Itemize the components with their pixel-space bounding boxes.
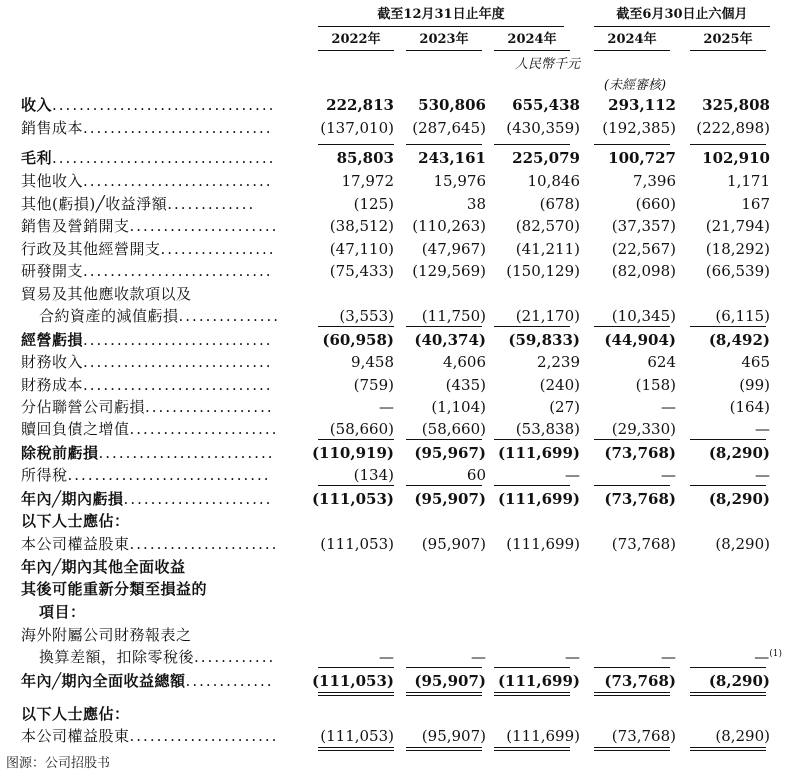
double-underline	[690, 750, 766, 751]
table-row	[0, 703, 791, 725]
value-cell: 10,846	[527, 172, 580, 190]
value-cell: 38	[466, 195, 486, 213]
total-rule	[318, 695, 394, 696]
value-cell: (40,374)	[414, 331, 486, 349]
value-cell: (73,768)	[611, 727, 676, 745]
row-label: 收入.................................	[21, 96, 276, 114]
double-underline	[690, 747, 766, 748]
value-cell: (27)	[549, 398, 580, 416]
value-cell: (95,907)	[414, 672, 486, 690]
value-cell: —	[661, 648, 676, 666]
table-row	[0, 418, 791, 440]
table-row	[0, 193, 791, 215]
value-cell: (95,907)	[421, 535, 486, 553]
value-cell: —	[661, 466, 676, 484]
subtotal-rule	[406, 485, 482, 486]
double-underline	[406, 750, 482, 751]
total-rule	[406, 667, 482, 668]
row-label: 其他(虧損)╱收益淨額.............	[21, 195, 256, 213]
subtotal-rule	[690, 485, 766, 486]
group-underline-six-months	[594, 26, 770, 27]
double-underline	[318, 750, 394, 751]
value-cell: (435)	[445, 376, 486, 394]
row-label: 銷售及營銷開支......................	[21, 217, 279, 235]
total-rule	[494, 667, 570, 668]
row-label: 年內╱期內其他全面收益	[21, 558, 186, 576]
value-cell: 9,458	[351, 353, 394, 371]
leader-dots: ......................	[129, 420, 279, 438]
value-cell: (8,290)	[708, 672, 770, 690]
value-cell	[660, 578, 770, 600]
value-cell: (73,768)	[604, 672, 676, 690]
subtotal-rule	[494, 326, 570, 327]
value-cell: (47,110)	[329, 240, 394, 258]
table-row	[0, 170, 791, 192]
subtotal-rule	[594, 326, 670, 327]
double-underline	[494, 750, 570, 751]
leader-dots: ............................	[83, 331, 273, 349]
subtotal-rule	[594, 144, 670, 145]
value-cell: 100,727	[608, 149, 676, 167]
value-cell: (430,359)	[506, 119, 580, 137]
year-underline-5	[690, 50, 766, 51]
row-label: 其他收入............................	[21, 172, 273, 190]
total-rule	[406, 692, 482, 693]
subtotal-rule	[690, 326, 766, 327]
row-label: 財務成本............................	[21, 376, 273, 394]
value-cell: (82,098)	[611, 262, 676, 280]
table-row	[0, 238, 791, 260]
value-cell	[470, 624, 580, 646]
table-row	[0, 260, 791, 282]
row-label: 以下人士應佔：	[21, 512, 130, 530]
value-cell: (158)	[635, 376, 676, 394]
table-row	[0, 488, 791, 510]
subtotal-rule	[690, 439, 766, 440]
unaudited-note: (未經審核)	[603, 78, 667, 93]
value-cell	[660, 510, 770, 532]
table-row	[0, 442, 791, 464]
subtotal-rule	[594, 439, 670, 440]
value-cell: 465	[741, 353, 770, 371]
table-row	[0, 464, 791, 486]
footnote-marker: (1)	[769, 649, 782, 659]
total-rule	[494, 695, 570, 696]
value-cell: 4,606	[443, 353, 486, 371]
row-label: 財務收入............................	[21, 353, 273, 371]
value-cell: (22,567)	[611, 240, 676, 258]
table-row	[0, 94, 791, 116]
value-cell: (29,330)	[611, 420, 676, 438]
value-cell: (134)	[353, 466, 394, 484]
value-cell	[660, 283, 770, 305]
total-rule	[594, 695, 670, 696]
subtotal-rule	[318, 485, 394, 486]
leader-dots: ......................	[123, 490, 273, 508]
value-cell: (660)	[635, 195, 676, 213]
value-cell: —	[661, 398, 676, 416]
subtotal-rule	[318, 439, 394, 440]
subtotal-rule	[406, 326, 482, 327]
leader-dots: .............	[167, 195, 256, 213]
leader-dots: .................................	[52, 96, 276, 114]
value-cell	[660, 601, 770, 623]
subtotal-rule	[594, 485, 670, 486]
value-cell: —$^{(1)}$	[754, 648, 782, 666]
value-cell: —	[379, 648, 394, 666]
value-cell: (287,645)	[412, 119, 486, 137]
subtotal-rule	[494, 144, 570, 145]
group-underline-full-year	[318, 26, 564, 27]
row-label: 海外附屬公司財務報表之	[21, 626, 192, 644]
subtotal-rule	[494, 439, 570, 440]
row-label: 年內╱期內虧損......................	[21, 490, 273, 508]
value-cell: (37,357)	[611, 217, 676, 235]
value-cell: (75,433)	[329, 262, 394, 280]
value-cell: 1,171	[727, 172, 770, 190]
value-cell: —	[565, 648, 580, 666]
leader-dots: ......................	[129, 217, 279, 235]
value-cell: (18,292)	[705, 240, 770, 258]
value-cell: (110,263)	[412, 217, 486, 235]
value-cell: (60,958)	[322, 331, 394, 349]
currency-unit: 人民幣千元	[514, 57, 580, 72]
double-underline	[406, 747, 482, 748]
year-header-2025-h1: 2025年	[703, 32, 753, 47]
leader-dots: ............................	[83, 172, 273, 190]
value-cell: —	[379, 398, 394, 416]
table-row	[0, 670, 791, 692]
year-underline-3	[494, 50, 570, 51]
value-cell: (8,290)	[708, 490, 770, 508]
value-cell	[660, 703, 770, 725]
leader-dots: ............................	[83, 376, 273, 394]
value-cell: (111,053)	[320, 535, 394, 553]
year-underline-2	[406, 50, 482, 51]
leader-dots: ......................	[129, 535, 279, 553]
value-cell: (6,115)	[715, 307, 770, 325]
value-cell: 60	[466, 466, 486, 484]
value-cell: 85,803	[336, 149, 394, 167]
header-full-year: 截至12月31日止年度	[377, 7, 505, 22]
table-row	[0, 305, 791, 327]
row-label: 年內╱期內全面收益總額.............	[21, 672, 274, 690]
total-rule	[594, 692, 670, 693]
leader-dots: ..............................	[67, 466, 271, 484]
value-cell: (150,129)	[506, 262, 580, 280]
value-cell: (678)	[539, 195, 580, 213]
value-cell	[470, 556, 580, 578]
row-label: 經營虧損............................	[21, 331, 273, 349]
row-label: 研發開支............................	[21, 262, 273, 280]
value-cell: (111,699)	[497, 490, 580, 508]
source-caption: 图源：公司招股书	[6, 756, 111, 771]
value-cell: (111,053)	[311, 672, 394, 690]
value-cell: (95,967)	[414, 444, 486, 462]
year-header-2023: 2023年	[419, 32, 469, 47]
year-header-2024-h1: 2024年	[607, 32, 657, 47]
leader-dots: ......................	[129, 727, 279, 745]
table-row	[0, 533, 791, 555]
value-cell: (222,898)	[696, 119, 770, 137]
value-cell: 167	[741, 195, 770, 213]
value-cell: 15,976	[433, 172, 486, 190]
row-label: 項目：	[39, 603, 86, 621]
value-cell: (111,053)	[320, 727, 394, 745]
value-cell: (95,907)	[414, 490, 486, 508]
value-cell: (8,492)	[708, 331, 770, 349]
row-label: 除稅前虧損..........................	[21, 444, 275, 462]
value-cell: (59,833)	[508, 331, 580, 349]
value-cell: (111,699)	[497, 444, 580, 462]
value-cell: (95,907)	[421, 727, 486, 745]
header-six-months: 截至6月30日止六個月	[616, 7, 748, 22]
value-cell: 17,972	[341, 172, 394, 190]
table-row	[0, 351, 791, 373]
value-cell: 325,808	[702, 96, 770, 114]
value-cell: (82,570)	[515, 217, 580, 235]
leader-dots: ...............	[178, 307, 281, 325]
table-row	[0, 510, 791, 532]
value-cell: (137,010)	[320, 119, 394, 137]
value-cell: 243,161	[418, 149, 486, 167]
leader-dots: .................	[160, 240, 276, 258]
value-cell: (111,699)	[506, 535, 580, 553]
total-rule	[318, 667, 394, 668]
value-cell	[470, 703, 580, 725]
table-row	[0, 283, 791, 305]
row-label: 本公司權益股東......................	[21, 535, 279, 553]
value-cell: (73,768)	[611, 535, 676, 553]
row-label: 貿易及其他應收款項以及	[21, 285, 192, 303]
value-cell: —	[565, 466, 580, 484]
table-row	[0, 578, 791, 600]
value-cell: (164)	[729, 398, 770, 416]
subtotal-rule	[690, 144, 766, 145]
value-cell: (125)	[353, 195, 394, 213]
value-cell: 102,910	[702, 149, 770, 167]
value-cell: 2,239	[537, 353, 580, 371]
value-cell	[660, 556, 770, 578]
value-cell: (99)	[739, 376, 770, 394]
row-label: 分佔聯營公司虧損...................	[21, 398, 274, 416]
row-label: 換算差額，扣除零稅後............	[39, 648, 276, 666]
row-label: 本公司權益股東......................	[21, 727, 279, 745]
year-underline-1	[318, 50, 394, 51]
value-cell: (111,699)	[497, 672, 580, 690]
subtotal-rule	[406, 439, 482, 440]
value-cell: (41,211)	[515, 240, 580, 258]
subtotal-rule	[318, 144, 394, 145]
row-label: 銷售成本............................	[21, 119, 273, 137]
value-cell	[470, 283, 580, 305]
total-rule	[690, 692, 766, 693]
table-row	[0, 396, 791, 418]
value-cell: —	[471, 648, 486, 666]
value-cell: (8,290)	[708, 444, 770, 462]
value-cell: (10,345)	[611, 307, 676, 325]
value-cell: (21,794)	[705, 217, 770, 235]
year-underline-4	[594, 50, 670, 51]
row-label: 贖回負債之增值......................	[21, 420, 279, 438]
value-cell: (1,104)	[431, 398, 486, 416]
value-cell: (129,569)	[412, 262, 486, 280]
value-cell: (111,699)	[506, 727, 580, 745]
value-cell: (44,904)	[604, 331, 676, 349]
value-cell: (58,660)	[421, 420, 486, 438]
year-header-2022: 2022年	[331, 32, 381, 47]
value-cell: (8,290)	[715, 535, 770, 553]
total-rule	[406, 695, 482, 696]
leader-dots: ............................	[83, 353, 273, 371]
value-cell: (66,539)	[705, 262, 770, 280]
value-cell: 530,806	[418, 96, 486, 114]
year-header-2024: 2024年	[507, 32, 557, 47]
value-cell: 222,813	[326, 96, 394, 114]
value-cell: 225,079	[512, 149, 580, 167]
total-rule	[690, 695, 766, 696]
table-row	[0, 215, 791, 237]
leader-dots: ............................	[83, 262, 273, 280]
value-cell: (240)	[539, 376, 580, 394]
value-cell: —	[755, 466, 770, 484]
value-cell: (11,750)	[421, 307, 486, 325]
table-row	[0, 117, 791, 139]
subtotal-rule	[406, 144, 482, 145]
total-rule	[594, 667, 670, 668]
row-label: 毛利.................................	[21, 149, 276, 167]
value-cell: (110,919)	[311, 444, 394, 462]
value-cell: (111,053)	[311, 490, 394, 508]
total-rule	[494, 692, 570, 693]
table-row	[0, 329, 791, 351]
value-cell: 624	[647, 353, 676, 371]
value-cell: (73,768)	[604, 490, 676, 508]
total-rule	[690, 667, 766, 668]
table-row	[0, 646, 791, 668]
table-row	[0, 556, 791, 578]
subtotal-rule	[318, 326, 394, 327]
row-label: 其後可能重新分類至損益的	[21, 580, 208, 598]
value-cell: (47,967)	[421, 240, 486, 258]
value-cell: (3,553)	[339, 307, 394, 325]
leader-dots: ..........................	[98, 444, 275, 462]
value-cell	[470, 578, 580, 600]
value-cell	[470, 510, 580, 532]
value-cell: (21,170)	[515, 307, 580, 325]
row-label: 以下人士應佔：	[21, 705, 130, 723]
table-row	[0, 624, 791, 646]
double-underline	[318, 747, 394, 748]
value-cell: (73,768)	[604, 444, 676, 462]
value-cell: 293,112	[608, 96, 676, 114]
row-label: 行政及其他經營開支.................	[21, 240, 276, 258]
value-cell: 7,396	[633, 172, 676, 190]
row-label: 所得稅..............................	[21, 466, 271, 484]
value-cell: (192,385)	[602, 119, 676, 137]
value-cell	[660, 624, 770, 646]
table-row	[0, 147, 791, 169]
leader-dots: ............................	[83, 119, 273, 137]
double-underline	[594, 747, 670, 748]
row-label: 合約資產的減值虧損...............	[39, 307, 281, 325]
value-cell	[470, 601, 580, 623]
table-row	[0, 725, 791, 747]
value-cell: (58,660)	[329, 420, 394, 438]
total-rule	[318, 692, 394, 693]
leader-dots: ............	[194, 648, 276, 666]
value-cell: (53,838)	[515, 420, 580, 438]
value-cell: 655,438	[512, 96, 580, 114]
table-row	[0, 374, 791, 396]
double-underline	[594, 750, 670, 751]
subtotal-rule	[494, 485, 570, 486]
value-cell: —	[755, 420, 770, 438]
value-cell: (8,290)	[715, 727, 770, 745]
leader-dots: ...................	[145, 398, 274, 416]
value-cell: (38,512)	[329, 217, 394, 235]
leader-dots: .................................	[52, 149, 276, 167]
value-cell: (759)	[353, 376, 394, 394]
double-underline	[494, 747, 570, 748]
table-row	[0, 601, 791, 623]
leader-dots: .............	[185, 672, 274, 690]
